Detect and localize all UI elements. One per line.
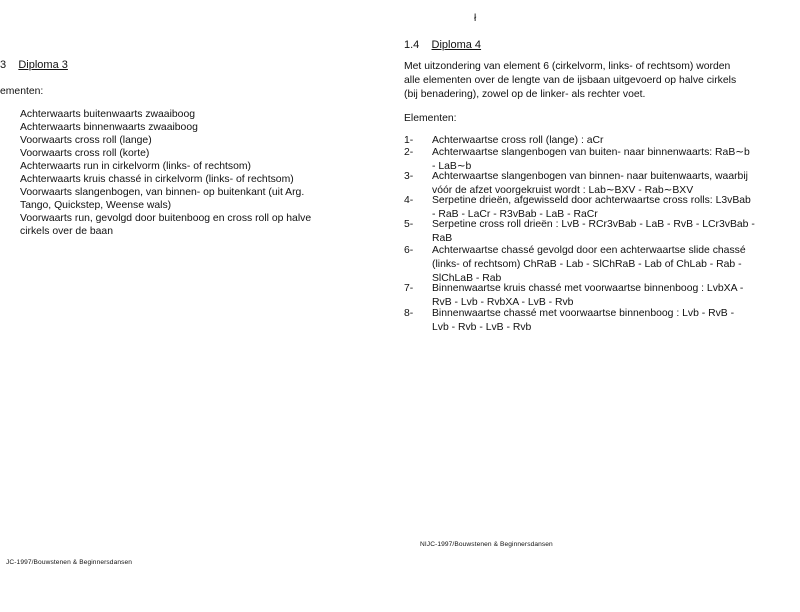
item-line: Binnenwaartse chassé met voorwaartse binnenboog : Lvb - RvB -: [432, 308, 735, 319]
item-number: 8-: [404, 308, 414, 319]
item-line: (links- of rechtsom) ChRaB - Lab - SlChRaB - Lab of ChLab - Rab -: [432, 259, 742, 270]
item-line: RaB: [432, 233, 453, 244]
item-text: [432, 244, 768, 286]
item-line: Achterwaartse cross roll (lange) : aCr: [432, 135, 604, 146]
right-section-number: 1.4: [404, 39, 420, 51]
item-text: [432, 218, 768, 246]
item-line: Serpetine cross roll drieën : LvB - RCr3vBab - LaB - RvB - LCr3vBab -: [432, 219, 755, 230]
intro-paragraph: [404, 60, 774, 102]
item-text: [432, 282, 768, 310]
item-number: 4-: [404, 195, 414, 206]
right-element-list: [404, 134, 774, 334]
intro-line: (bij benadering), zowel op de linker- als rechter voet.: [404, 89, 646, 100]
left-section-number: 3: [0, 59, 7, 71]
left-footer: JC-1997/Bouwstenen & Beginnersdansen: [6, 559, 133, 566]
left-element-list: [20, 108, 360, 237]
intro-line: Met uitzondering van element 6 (cirkelvorm, links- of rechtsom) worden: [404, 61, 731, 72]
right-section-heading: [404, 38, 481, 52]
list-item: Achterwaarts run in cirkelvorm (links- of rechtsom): [20, 161, 251, 172]
item-line: vóór de afzet voorgekruist wordt : Lab∼BXV - Rab∼BXV: [432, 185, 694, 196]
list-item: Voorwaarts cross roll (lange): [20, 135, 152, 146]
item-line: - RaB - LaCr - R3vBab - LaB - RaCr: [432, 209, 598, 220]
item-number: 3-: [404, 171, 414, 182]
left-section-title: Diploma 3: [18, 59, 68, 71]
list-item-continuation: cirkels over de baan: [20, 226, 113, 237]
list-item: Achterwaarts binnenwaarts zwaaiboog: [20, 122, 198, 133]
page-mark: ł: [474, 13, 477, 24]
item-line: Binnenwaartse kruis chassé met voorwaartse binnenboog : LvbXA -: [432, 283, 744, 294]
list-item: Voorwaarts run, gevolgd door buitenboog en cross roll op halve: [20, 213, 312, 224]
item-line: Lvb - Rvb - LvB - Rvb: [432, 322, 532, 333]
item-number: 6-: [404, 245, 414, 256]
item-line: SlChLaB - Rab: [432, 273, 502, 284]
list-item: Achterwaarts kruis chassé in cirkelvorm (links- of rechtsom): [20, 174, 294, 185]
right-footer: NIJC-1997/Bouwstenen & Beginnersdansen: [420, 541, 553, 548]
right-elements-label: Elementen:: [404, 113, 457, 124]
list-item-continuation: Tango, Quickstep, Weense wals): [20, 200, 172, 211]
right-section-title: Diploma 4: [431, 39, 482, 51]
list-item: Voorwaarts slangenbogen, van binnen- op buitenkant (uit Arg.: [20, 187, 305, 198]
item-line: Serpetine drieën, afgewisseld door achterwaartse cross rolls: L3vBab: [432, 195, 751, 206]
item-number: 1-: [404, 135, 414, 146]
item-number: 7-: [404, 283, 414, 294]
intro-line: alle elementen over de lengte van de ijsbaan uitgevoerd op halve cirkels: [404, 75, 737, 86]
item-line: Achterwaartse slangenbogen van binnen- naar buitenwaarts, waarbij: [432, 171, 748, 182]
item-line: - LaB∼b: [432, 161, 472, 172]
item-number: 2-: [404, 147, 414, 158]
item-line: Achterwaartse chassé gevolgd door een achterwaartse slide chassé: [432, 245, 746, 256]
left-elements-label: ementen:: [0, 86, 44, 97]
item-line: RvB - Lvb - RvbXA - LvB - Rvb: [432, 297, 574, 308]
left-section-heading: [0, 58, 68, 72]
item-line: Achterwaartse slangenbogen van buiten- naar binnenwaarts: RaB∼b: [432, 147, 750, 158]
list-item: Achterwaarts buitenwaarts zwaaiboog: [20, 109, 196, 120]
item-number: 5-: [404, 219, 414, 230]
item-text: [432, 307, 768, 335]
list-item: Voorwaarts cross roll (korte): [20, 148, 150, 159]
